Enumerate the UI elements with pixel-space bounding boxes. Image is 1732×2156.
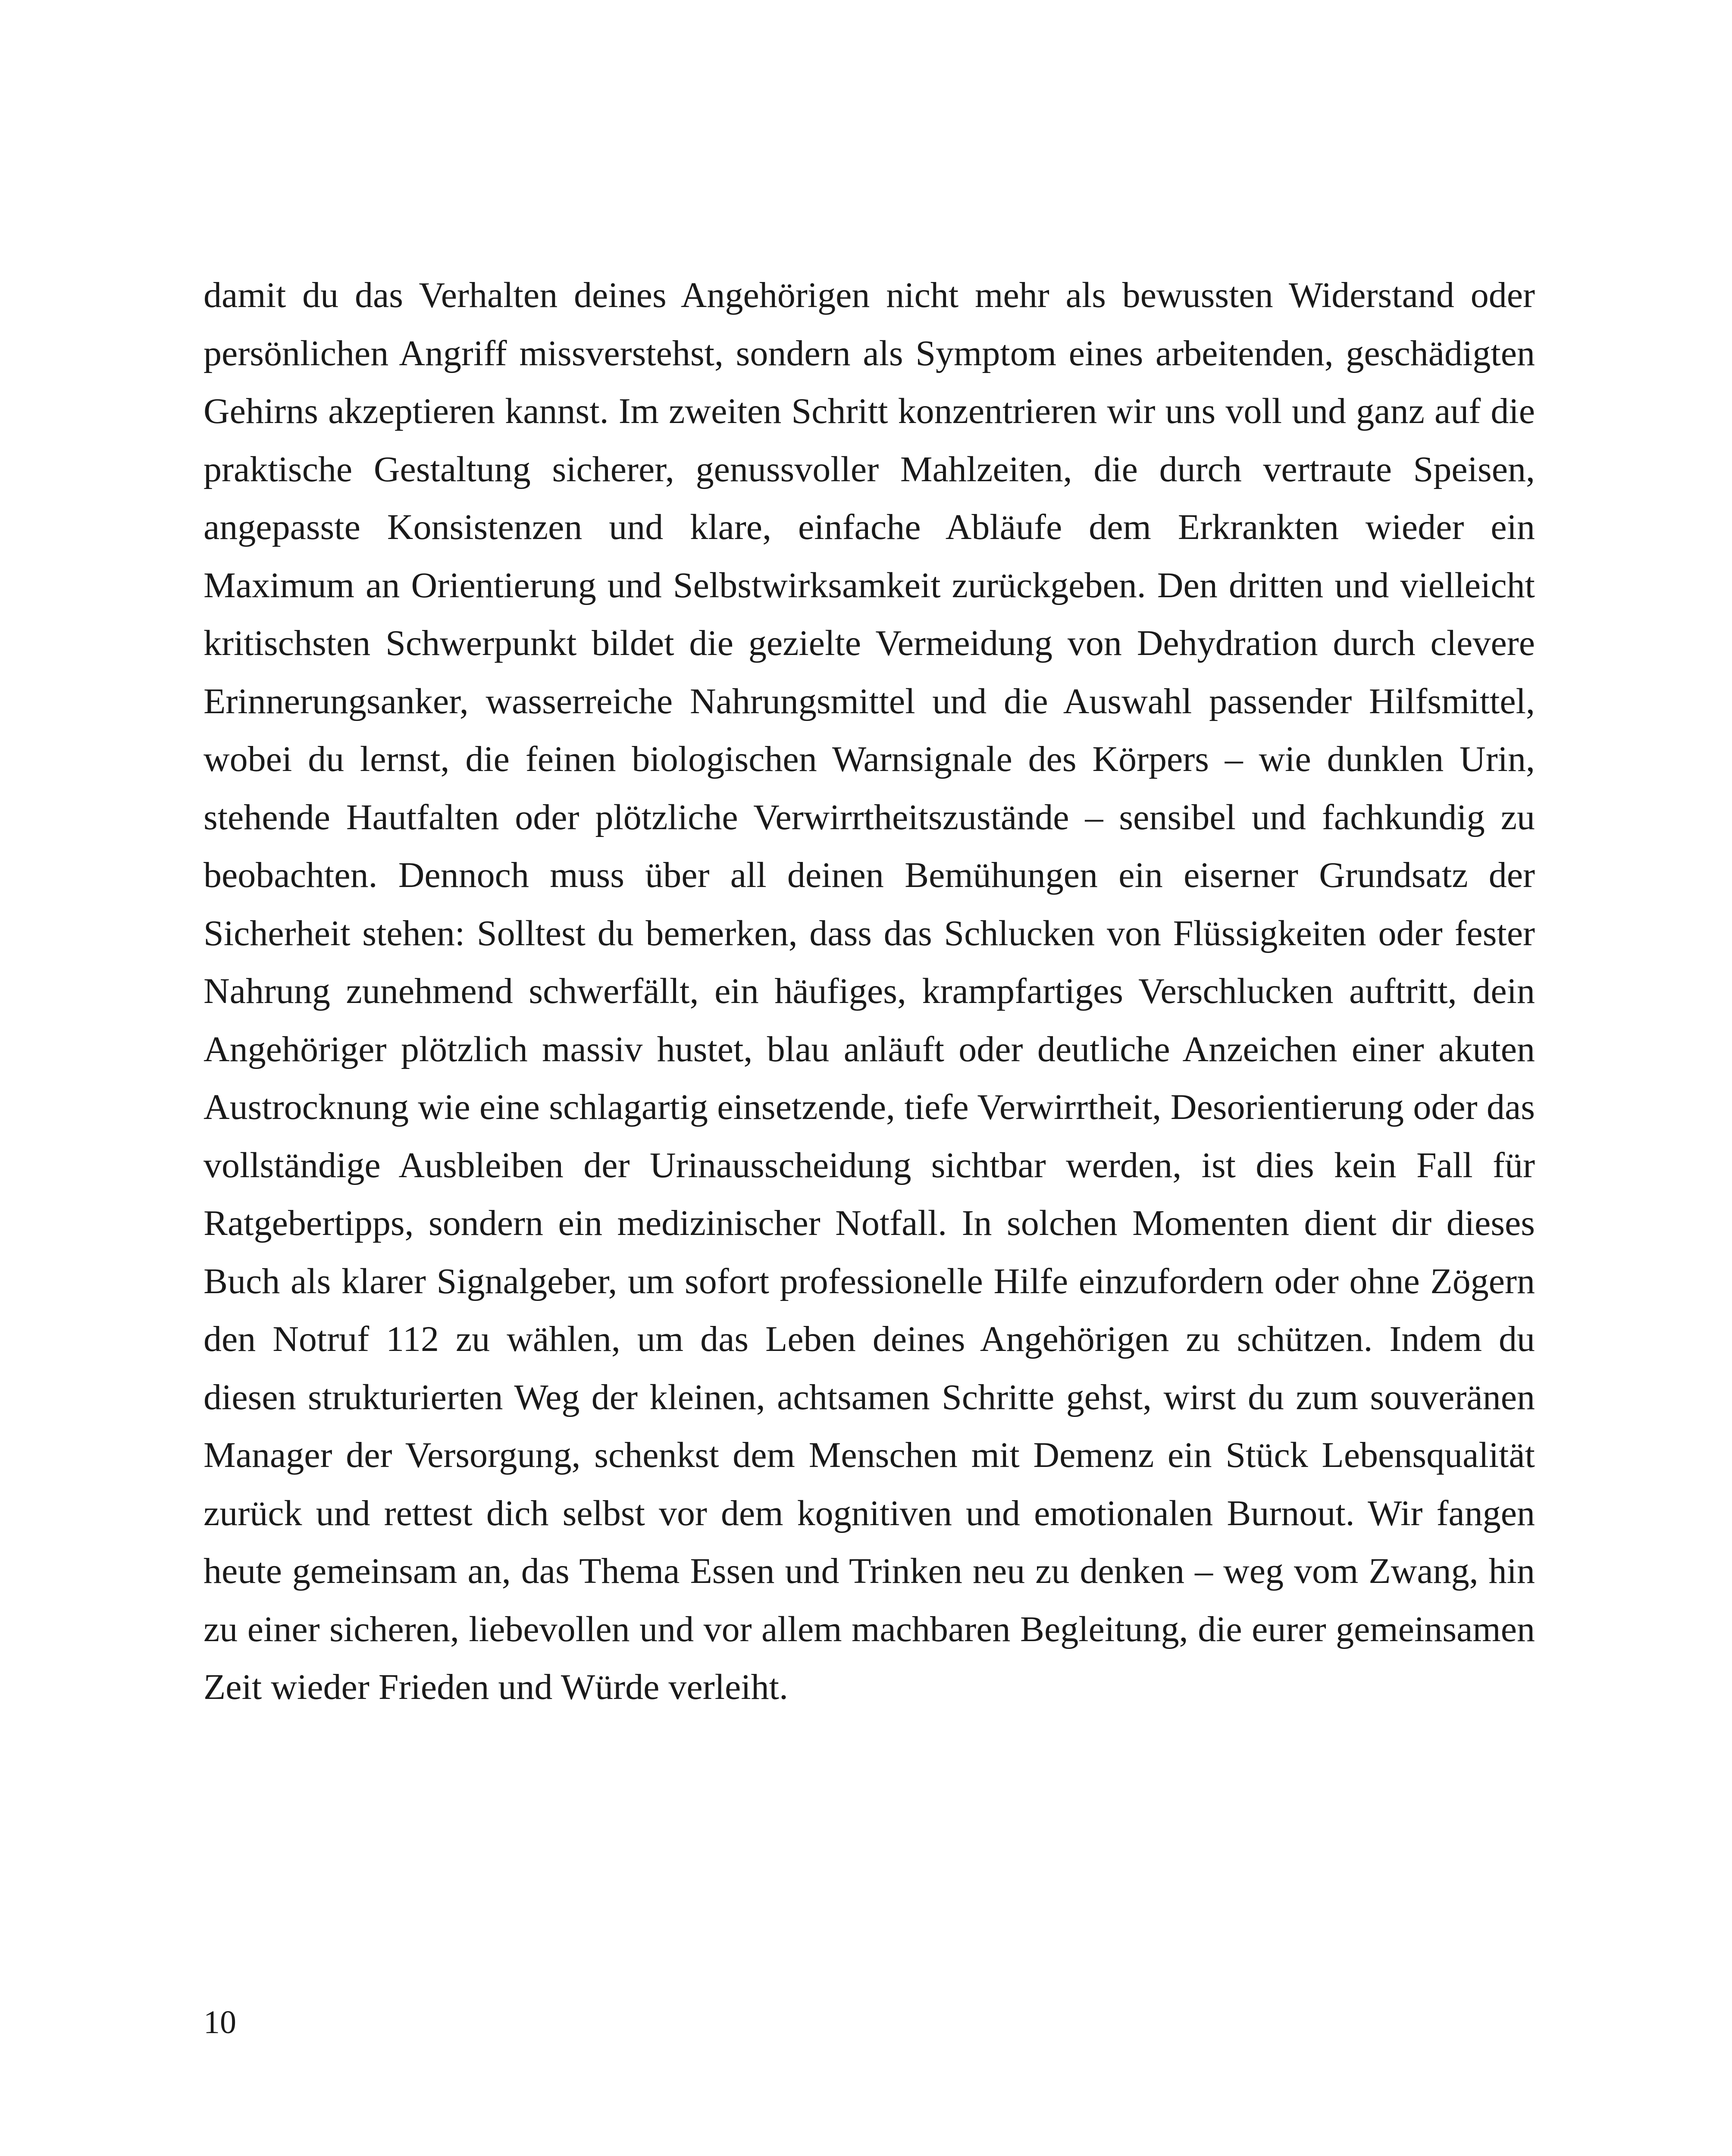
page-number: 10: [204, 2004, 236, 2040]
body-paragraph: damit du das Verhalten deines Angehörigen nicht mehr als bewussten Widerstand oder persönlichen Angriff missverstehst, sondern als Symptom eines arbeitenden, geschädigten Gehirns akzeptieren kannst. Im zweiten Schritt konzentrieren wir uns voll und ganz auf die praktische Gestaltung sicherer, genussvoller Mahlzeiten, die durch vertraute Speisen, angepasste Konsistenzen und klare, einfache Abläufe dem Erkrankten wieder ein Maximum an Orientierung und Selbstwirksamkeit zurückgeben. Den dritten und vielleicht kritischsten Schwerpunkt bildet die gezielte Vermeidung von Dehydration durch clevere Erinnerungsanker, wasserreiche Nahrungsmittel und die Auswahl passender Hilfsmittel, wobei du lernst, die feinen biologischen Warnsignale des Körpers – wie dunklen Urin, stehende Hautfalten oder plötzliche Verwirrtheitszustände – sensibel und fachkundig zu beobachten. Dennoch muss über all deinen Bemühungen ein eiserner Grundsatz der Sicherheit stehen: Solltest du bemerken, dass das Schlucken von Flüssigkeiten oder fester Nahrung zunehmend schwerfällt, ein häufiges, krampfartiges Verschlucken auftritt, dein Angehöriger plötzlich massiv hustet, blau anläuft oder deutliche Anzeichen einer akuten Austrocknung wie eine schlagartig einsetzende, tiefe Verwirrtheit, Desorientierung oder das vollständige Ausbleiben der Urinausscheidung sichtbar werden, ist dies kein Fall für Ratgebertipps, sondern ein medizinischer Notfall. In solchen Momenten dient dir dieses Buch als klarer Signalgeber, um sofort professionelle Hilfe einzufordern oder ohne Zögern den Notruf 112 zu wählen, um das Leben deines Angehörigen zu schützen. Indem du diesen strukturierten Weg der kleinen, achtsamen Schritte gehst, wirst du zum souveränen Manager der Versorgung, schenkst dem Menschen mit Demenz ein Stück Lebensqualität zurück und rettest dich selbst vor dem kognitiven und emotionalen Burnout. Wir fangen heute gemeinsam an, das Thema Essen und Trinken neu zu denken – weg vom Zwang, hin zu einer sicheren, liebevollen und vor allem machbaren Begleitung, die eurer gemeinsamen Zeit wieder Frieden und Würde verleiht.: [204, 275, 1535, 1707]
